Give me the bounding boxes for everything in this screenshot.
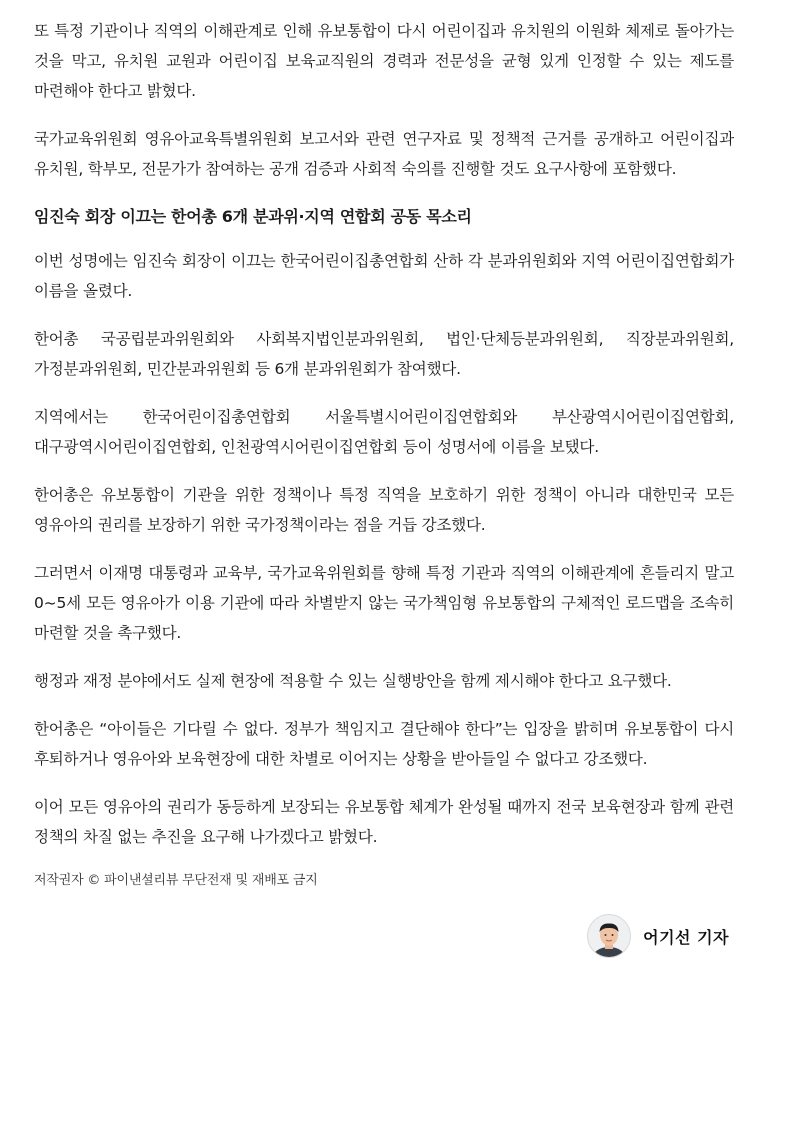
copyright-notice: 저작권자 © 파이낸셜리뷰 무단전재 및 재배포 금지 <box>34 873 318 888</box>
article-paragraph: 한어총은 “아이들은 기다릴 수 없다. 정부가 책임지고 결단해야 한다”는 입장을 밝히며 유보통합이 다시 후퇴하거나 영유아와 보육현장에 대한 차별로 이어지는 상황을 받아들일 수 없다고 강조했다. <box>34 720 734 768</box>
article-paragraph: 이어 모든 영유아의 권리가 동등하게 보장되는 유보통합 체계가 완성될 때까지 전국 보육현장과 함께 관련 정책의 차질 없는 추진을 요구해 나가겠다고 밝혔다. <box>34 798 734 846</box>
article-subheading: 임진숙 회장 이끄는 한어총 6개 분과위·지역 연합회 공동 목소리 <box>34 207 472 226</box>
article-paragraph: 행정과 재정 분야에서도 실제 현장에 적용할 수 있는 실행방안을 함께 제시해야 한다고 요구했다. <box>34 672 672 690</box>
article-paragraph: 이번 성명에는 임진숙 회장이 이끄는 한국어린이집총연합회 산하 각 분과위원회와 지역 어린이집연합회가 이름을 올렸다. <box>34 252 734 300</box>
article-paragraph: 국가교육위원회 영유아교육특별위원회 보고서와 관련 연구자료 및 정책적 근거를 공개하고 어린이집과 유치원, 학부모, 전문가가 참여하는 공개 검증과 사회적 숙의를 진행할 것도 요구사항에 포함했다. <box>34 130 734 178</box>
article-paragraph: 그러면서 이재명 대통령과 교육부, 국가교육위원회를 향해 특정 기관과 직역의 이해관계에 흔들리지 말고 0~5세 모든 영유아가 이용 기관에 따라 차별받지 않는 국가책임형 유보통합의 구체적인 로드맵을 조속히 마련할 것을 촉구했다. <box>34 564 734 642</box>
article-paragraph: 또 특정 기관이나 직역의 이해관계로 인해 유보통합이 다시 어린이집과 유치원의 이원화 체제로 돌아가는 것을 막고, 유치원 교원과 어린이집 보육교직원의 경력과 전문성을 균형 있게 인정할 수 있는 제도를 마련해야 한다고 밝혔다. <box>34 22 734 100</box>
reporter-photo-icon <box>588 915 630 957</box>
reporter-avatar[interactable] <box>587 914 631 958</box>
reporter-name[interactable]: 어기선 기자 <box>643 927 729 947</box>
reporter-byline[interactable] <box>587 914 729 958</box>
article-body <box>34 16 734 892</box>
article-paragraph: 지역에서는 한국어린이집총연합회 서울특별시어린이집연합회와 부산광역시어린이집연합회, 대구광역시어린이집연합회, 인천광역시어린이집연합회 등이 성명서에 이름을 보탰다. <box>34 408 734 456</box>
article-paragraph: 한어총 국공립분과위원회와 사회복지법인분과위원회, 법인·단체등분과위원회, 직장분과위원회, 가정분과위원회, 민간분과위원회 등 6개 분과위원회가 참여했다. <box>34 330 734 378</box>
article-paragraph: 한어총은 유보통합이 기관을 위한 정책이나 특정 직역을 보호하기 위한 정책이 아니라 대한민국 모든 영유아의 권리를 보장하기 위한 국가정책이라는 점을 거듭 강조했다. <box>34 486 734 534</box>
